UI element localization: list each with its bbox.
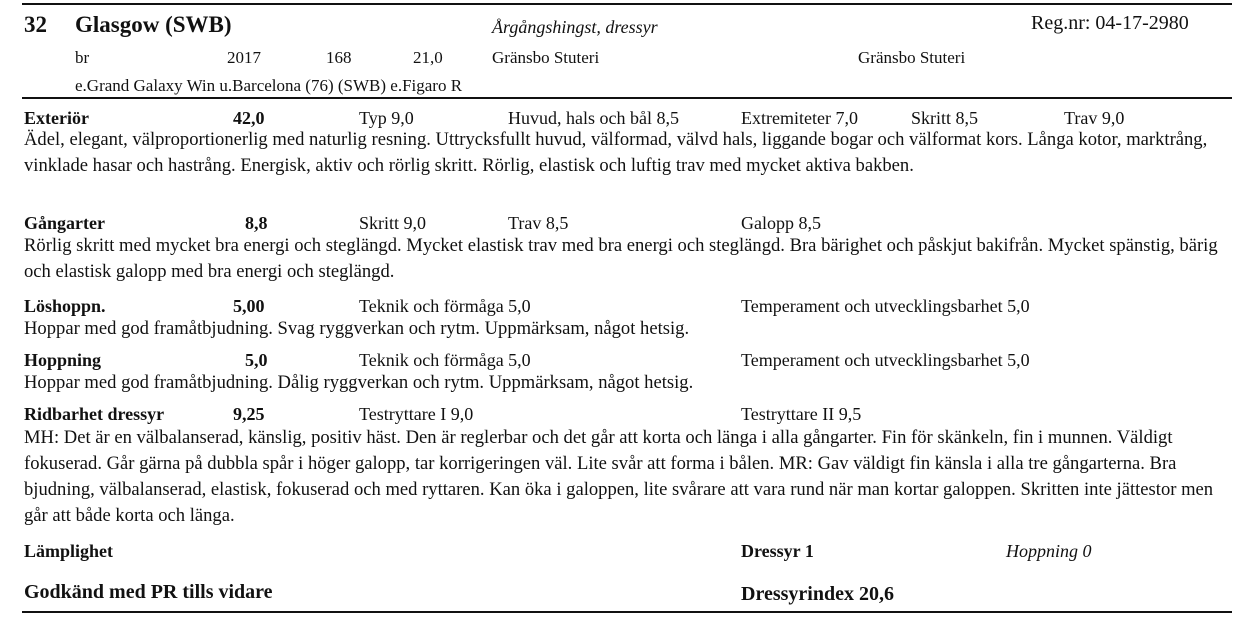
approval-verdict: Godkänd med PR tills vidare <box>24 581 273 603</box>
dressage-index: Dressyrindex 20,6 <box>741 583 894 605</box>
gaits-text: Rörlig skritt med mycket bra energi och steglängd. Mycket elastisk trav med bra energi och steglängd. Bra bärighet och påskjut bakifrån. Mycket spänstig, bärig och elastisk galopp med bra energi och steglängd. <box>24 235 1218 282</box>
bottom-rule <box>22 611 1232 613</box>
entry-number: 32 <box>24 12 47 37</box>
header-rule <box>22 97 1232 99</box>
loshoppning-temperament: Temperament och utvecklingsbarhet 5,0 <box>741 296 1030 316</box>
gaits-trav: Trav 8,5 <box>508 213 569 233</box>
loshoppning-total: 5,00 <box>233 296 265 316</box>
suitability-label: Lämplighet <box>24 541 114 561</box>
hoppning-total: 5,0 <box>245 350 268 370</box>
exterior-text: Ädel, elegant, välproportionerlig med naturlig resning. Uttrycksfullt huvud, välformad, välvd hals, liggande bogar och välformat kors. Långa kotor, marktrång, vinklade hasar och hastrång. Energisk, aktiv och rörlig skritt. Rörlig, elastisk och luftig trav med mycket aktiva bakben. <box>24 129 1208 176</box>
top-rule <box>22 3 1232 5</box>
horse-category: Årgångshingst, dressyr <box>492 17 658 37</box>
exterior-typ: Typ 9,0 <box>359 108 414 128</box>
ridbarhet-test2: Testryttare II 9,5 <box>741 404 862 424</box>
horse-measure: 21,0 <box>413 48 443 67</box>
hoppning-label: Hoppning <box>24 350 102 370</box>
gaits-galopp: Galopp 8,5 <box>741 213 821 233</box>
pedigree: e.Grand Galaxy Win u.Barcelona (76) (SWB) e.Figaro R <box>75 76 463 95</box>
hoppning-temperament: Temperament och utvecklingsbarhet 5,0 <box>741 350 1030 370</box>
horse-color: br <box>75 48 90 67</box>
loshoppning-text: Hoppar med god framåtbjudning. Svag ryggverkan och rytm. Uppmärksam, något hetsig. <box>24 318 690 339</box>
gaits-label: Gångarter <box>24 213 105 233</box>
exterior-trav: Trav 9,0 <box>1064 108 1125 128</box>
horse-height: 168 <box>326 48 352 67</box>
exterior-extremiteter: Extremiteter 7,0 <box>741 108 858 128</box>
ridbarhet-text: MH: Det är en välbalanserad, känslig, positiv häst. Den är reglerbar och det går att korta och länga i alla gångarter. Fin för skänkeln, fin i munnen. Väldigt fokuserad. Går gärna på dubbla spår i höger galopp, tar korrigeringen väl. Lite svår att forma i bålen. MR: Gav väldigt fin känsla i alla tre gångarterna. Bra bjudning, välbalanserad, elastisk, fokuserad och med ryttaren. Kan öka i galoppen, lite svårare att vara rund när man kortar galoppen. Skritten inte jättestor men går att både korta och länga. <box>24 427 1214 526</box>
registration-number: Reg.nr: 04-17-2980 <box>1031 12 1189 34</box>
gaits-skritt: Skritt 9,0 <box>359 213 427 233</box>
owner: Gränsbo Stuteri <box>858 48 966 67</box>
exterior-total: 42,0 <box>233 108 265 128</box>
suitability-dressyr: Dressyr 1 <box>741 541 814 561</box>
loshoppning-label: Löshoppn. <box>24 296 106 316</box>
exterior-skritt: Skritt 8,5 <box>911 108 979 128</box>
hoppning-text: Hoppar med god framåtbjudning. Dålig ryggverkan och rytm. Uppmärksam, något hetsig. <box>24 372 694 393</box>
horse-name: Glasgow (SWB) <box>75 12 232 37</box>
gaits-total: 8,8 <box>245 213 268 233</box>
exterior-huvud: Huvud, hals och bål 8,5 <box>508 108 679 128</box>
ridbarhet-test1: Testryttare I 9,0 <box>359 404 474 424</box>
suitability-hoppning: Hoppning 0 <box>1006 541 1092 561</box>
birth-year: 2017 <box>227 48 261 67</box>
loshoppning-teknik: Teknik och förmåga 5,0 <box>359 296 531 316</box>
ridbarhet-total: 9,25 <box>233 404 265 424</box>
ridbarhet-label: Ridbarhet dressyr <box>24 404 165 424</box>
exterior-label: Exteriör <box>24 108 89 128</box>
hoppning-teknik: Teknik och förmåga 5,0 <box>359 350 531 370</box>
breeder: Gränsbo Stuteri <box>492 48 600 67</box>
